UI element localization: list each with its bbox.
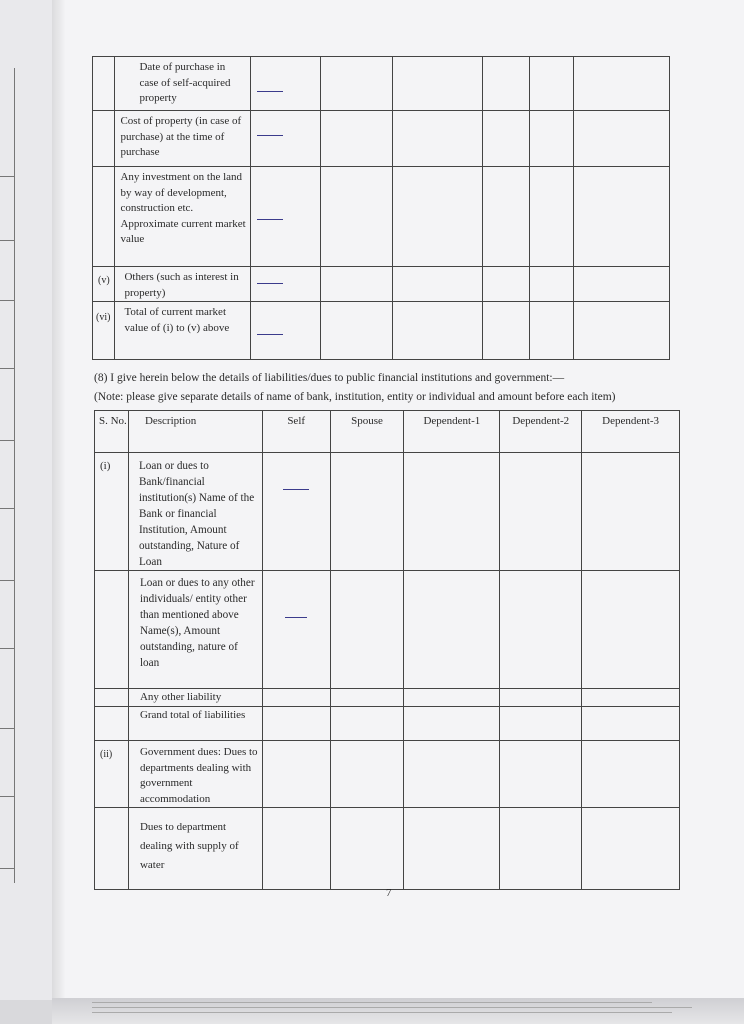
table-row xyxy=(93,302,670,360)
self-entry xyxy=(262,808,330,890)
self-entry xyxy=(251,302,321,360)
row-label: Others (such as interest in property) xyxy=(115,267,251,302)
table-row xyxy=(93,167,670,267)
section-8-note: (Note: please give separate details of name of bank, institution, entity or individual and amount before each item) xyxy=(94,391,616,403)
header-description: Description xyxy=(128,411,262,453)
table-row xyxy=(93,57,670,111)
self-entry xyxy=(262,741,330,808)
row-label: Grand total of liabilities xyxy=(128,707,262,741)
header-dependent-3: Dependent-3 xyxy=(582,411,680,453)
liabilities-table xyxy=(94,410,680,890)
self-entry xyxy=(262,689,330,707)
row-number xyxy=(95,571,129,689)
page-stack-edge xyxy=(52,998,744,1024)
row-number xyxy=(95,689,129,707)
header-spouse: Spouse xyxy=(330,411,404,453)
row-number: (v) xyxy=(93,267,115,302)
header-self: Self xyxy=(262,411,330,453)
table-row xyxy=(95,453,680,571)
self-entry xyxy=(262,707,330,741)
row-label: Total of current market value of (i) to (v) above xyxy=(115,302,251,360)
page-number: 7 xyxy=(386,887,392,899)
row-label: Loan or dues to any other individuals/ entity other than mentioned above Name(s), Amount outstanding, nature of loan xyxy=(128,571,262,689)
row-label: Dues to department dealing with supply of water xyxy=(128,808,262,890)
row-number xyxy=(93,111,115,167)
row-label: Loan or dues to Bank/financial institution(s) Name of the Bank or financial Institution, Amount outstanding, Nature of Loan xyxy=(128,453,262,571)
row-label: Cost of property (in case of purchase) at the time of purchase xyxy=(115,111,251,167)
table-row xyxy=(93,267,670,302)
header-dependent-2: Dependent-2 xyxy=(500,411,582,453)
self-entry xyxy=(251,267,321,302)
row-number: (vi) xyxy=(93,302,115,360)
facing-page-edge xyxy=(0,0,54,1000)
self-entry xyxy=(251,57,321,111)
table-row xyxy=(95,689,680,707)
header-dependent-1: Dependent-1 xyxy=(404,411,500,453)
row-number xyxy=(93,57,115,111)
self-entry xyxy=(262,571,330,689)
row-label: Government dues: Dues to departments dealing with government accommodation xyxy=(128,741,262,808)
binding-shadow xyxy=(52,0,66,998)
facing-page-table-edge xyxy=(0,68,15,883)
row-number: (ii) xyxy=(95,741,129,808)
self-entry xyxy=(262,453,330,571)
row-label: Any other liability xyxy=(128,689,262,707)
self-entry xyxy=(251,167,321,267)
row-label: Any investment on the land by way of development, construction etc. Approximate current market value xyxy=(115,167,251,267)
section-8-heading: (8) I give herein below the details of liabilities/dues to public financial institutions and government:— xyxy=(94,372,565,384)
table-row xyxy=(93,111,670,167)
header-row xyxy=(95,411,680,453)
table-row xyxy=(95,707,680,741)
row-number xyxy=(95,707,129,741)
row-number xyxy=(93,167,115,267)
property-table xyxy=(92,56,670,360)
self-entry xyxy=(251,111,321,167)
row-number: (i) xyxy=(95,453,129,571)
table-row xyxy=(95,741,680,808)
row-number xyxy=(95,808,129,890)
table-row xyxy=(95,571,680,689)
header-sno: S. No. xyxy=(95,411,129,453)
table-row xyxy=(95,808,680,890)
row-label: Date of purchase in case of self-acquired property xyxy=(115,57,251,111)
